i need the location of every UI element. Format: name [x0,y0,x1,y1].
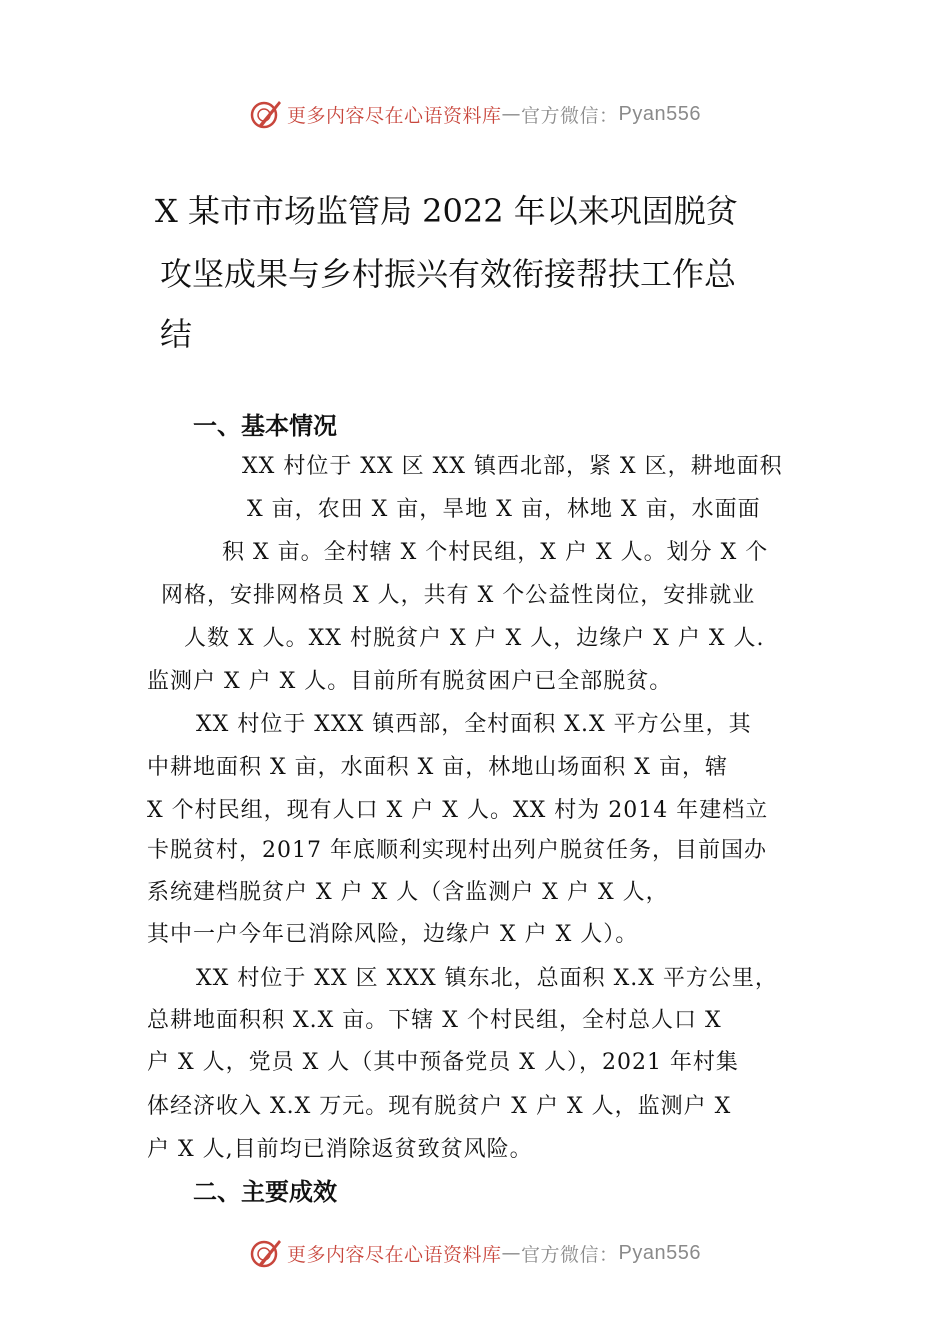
paragraph-line: 系统建档脱贫户 X 户 X 人（含监测户 X 户 X 人， [147,880,669,905]
brush-logo-icon [249,1236,283,1270]
watermark-gray-text: 官方微信： [521,1243,619,1266]
paragraph-line: 中耕地面积 X 亩，水面积 X 亩，林地山场面积 X 亩，辖 [147,755,728,780]
watermark-red-text: 更多内容尽在心语资料库 [287,104,502,127]
watermark-id: Pyan556 [618,102,701,125]
watermark-id: Pyan556 [618,1241,701,1264]
watermark-header [0,94,950,134]
paragraph-line: 卡脱贫村，2017 年底顺利实现村出列户脱贫任务，目前国办 [147,838,767,863]
paragraph-line: 网格，安排网格员 X 人，共有 X 个公益性岗位，安排就业 [161,583,756,608]
paragraph-line: 户 X 人,目前均已消除返贫致贫风险。 [147,1137,533,1162]
paragraph-line: XX 村位于 XX 区 XXX 镇东北，总面积 X.X 平方公里， [196,966,778,991]
paragraph-line: 户 X 人，党员 X 人（其中预备党员 X 人），2021 年村集 [147,1050,739,1075]
paragraph-line: 积 X 亩。全村辖 X 个村民组，X 户 X 人。划分 X 个 [222,540,769,565]
paragraph-line: X 亩，农田 X 亩，旱地 X 亩，林地 X 亩，水面面 [247,497,761,522]
brush-logo-icon [249,97,283,131]
paragraph-line: 总耕地面积积 X.X 亩。下辖 X 个村民组，全村总人口 X [147,1008,722,1033]
paragraph-line: 人数 X 人。XX 村脱贫户 X 户 X 人，边缘户 X 户 X 人. [184,626,765,651]
title-line-1: X 某市市场监管局 2022 年以来巩固脱贫 [155,192,738,230]
paragraph-line: X 个村民组，现有人口 X 户 X 人。XX 村为 2014 年建档立 [147,798,769,823]
section-heading-achievements: 二、主要成效 [193,1178,337,1206]
title-line-3: 结 [160,315,193,353]
watermark-dash: — [501,103,522,125]
watermark-red-text: 更多内容尽在心语资料库 [287,1243,502,1266]
paragraph-line: XX 村位于 XXX 镇西部，全村面积 X.X 平方公里，其 [196,712,752,737]
paragraph-line: XX 村位于 XX 区 XX 镇西北部，紧 X 区，耕地面积 [242,454,783,479]
watermark-dash: — [501,1242,522,1264]
title-line-2: 攻坚成果与乡村振兴有效衔接帮扶工作总 [160,255,737,293]
watermark-gray-text: 官方微信： [521,104,619,127]
watermark-footer [0,1233,950,1273]
section-heading-basic: 一、基本情况 [193,412,337,440]
paragraph-line: 监测户 X 户 X 人。目前所有脱贫困户已全部脱贫。 [147,669,673,694]
paragraph-line: 其中一户今年已消除风险，边缘户 X 户 X 人）。 [147,922,639,947]
paragraph-line: 体经济收入 X.X 万元。现有脱贫户 X 户 X 人，监测户 X [147,1094,732,1119]
